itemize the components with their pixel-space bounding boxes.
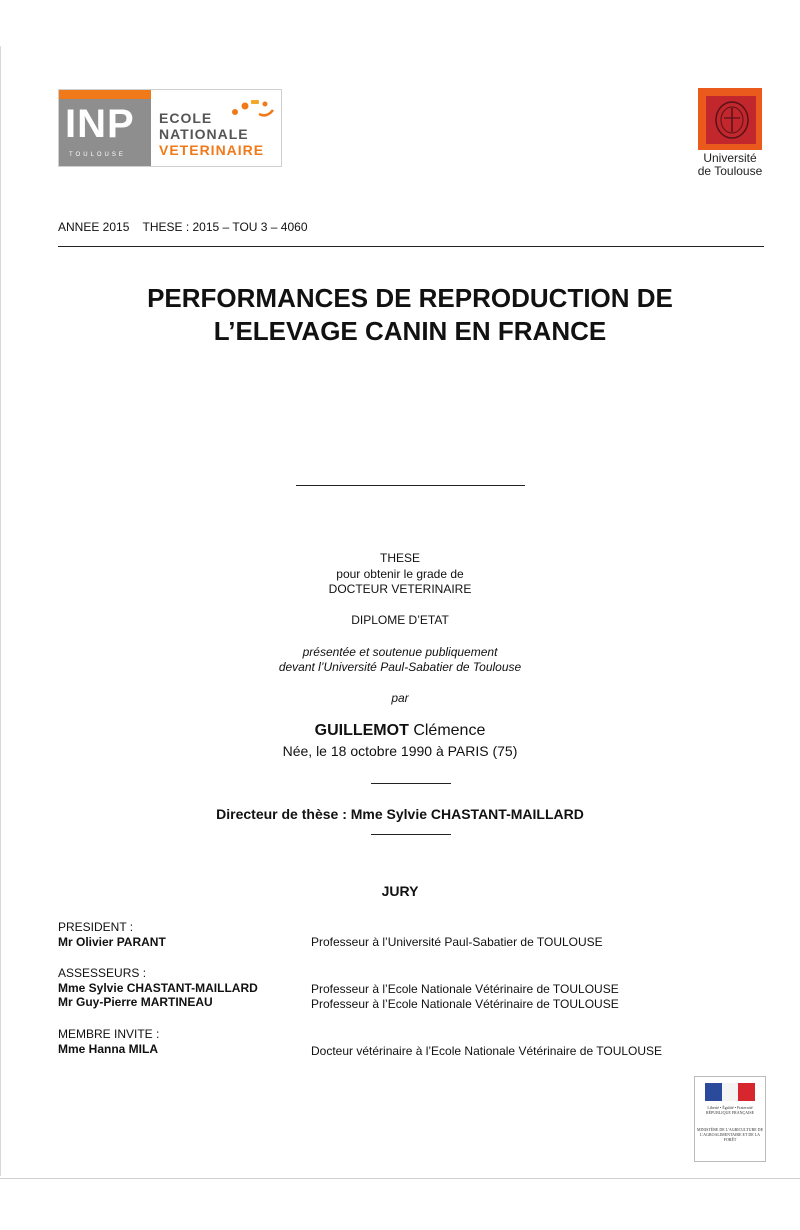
page-bottom-edge — [0, 1178, 800, 1179]
jury-assessor1-name: Mme Sylvie CHASTANT-MAILLARD — [58, 981, 258, 995]
director-separator-rule — [371, 834, 451, 835]
header-rule — [58, 246, 764, 247]
author-birth: Née, le 18 octobre 1990 à PARIS (75) — [282, 743, 518, 759]
degree-these: THESE — [379, 551, 420, 565]
school-name-line2: NATIONALE — [159, 126, 249, 142]
inp-logo-block — [59, 90, 151, 166]
thesis-year: ANNEE 2015 — [58, 220, 130, 234]
author-name — [0, 722, 800, 740]
ut-logo-line2: de Toulouse — [697, 164, 763, 178]
jury-heading: JURY — [381, 883, 419, 899]
thesis-title-line1: PERFORMANCES DE REPRODUCTION DE — [147, 283, 673, 313]
flag-white-band — [722, 1083, 738, 1101]
degree-presentee: présentée et soutenue publiquement — [302, 645, 498, 659]
author-separator-rule — [371, 783, 451, 784]
ministere-agriculture-logo — [694, 1076, 766, 1162]
jury-invited-name: Mme Hanna MILA — [58, 1042, 159, 1056]
inp-logo-letters: INP — [65, 102, 135, 146]
flag-blue-band — [705, 1083, 722, 1101]
degree-docteur-veterinaire: DOCTEUR VETERINAIRE — [328, 582, 472, 596]
degree-par: par — [391, 691, 409, 705]
jury-invited-role: Docteur vétérinaire à l’Ecole Nationale Vétérinaire de TOULOUSE — [311, 1044, 663, 1058]
marianne-flag-icon — [705, 1083, 755, 1101]
jury-assessor2-role: Professeur à l’Ecole Nationale Vétérinaire de TOULOUSE — [311, 997, 619, 1011]
thesis-header-line — [58, 220, 308, 234]
page-left-border — [0, 46, 1, 1176]
jury-president-role: Professeur à l’Université Paul-Sabatier de TOULOUSE — [311, 935, 603, 949]
degree-diplome-etat: DIPLOME D’ETAT — [351, 613, 449, 627]
inp-env-logo — [58, 89, 282, 167]
ut-seal-icon — [714, 100, 750, 140]
author-firstname: Clémence — [413, 722, 486, 739]
title-separator-rule — [296, 485, 525, 486]
jury-assessor1-role: Professeur à l’Ecole Nationale Vétérinaire de TOULOUSE — [311, 982, 619, 996]
universite-toulouse-logo — [694, 86, 766, 188]
flag-red-band — [738, 1083, 755, 1101]
author-surname: GUILLEMOT — [314, 722, 409, 739]
thesis-director: Directeur de thèse : Mme Sylvie CHASTANT-MAILLARD — [216, 806, 584, 822]
jury-assessors-label: ASSESSEURS : — [58, 966, 147, 980]
jury-president-label: PRESIDENT : — [58, 920, 134, 934]
school-name-line1: ECOLE — [159, 110, 213, 126]
inp-logo-subtitle: TOULOUSE — [69, 152, 126, 158]
ministry-motto: Liberté • Égalité • Fraternité RÉPUBLIQUE FRANÇAISE — [705, 1105, 755, 1115]
thesis-reference: THESE : 2015 – TOU 3 – 4060 — [142, 220, 308, 234]
ut-logo-line1: Université — [703, 151, 757, 165]
thesis-title-line2: L’ELEVAGE CANIN EN FRANCE — [213, 316, 607, 346]
ministry-name: MINISTÈRE DE L'AGRICULTURE DE L'AGROALIMENTAIRE ET DE LA FORÊT — [697, 1127, 764, 1142]
school-name-line3: VETERINAIRE — [159, 142, 265, 158]
degree-pour-obtenir: pour obtenir le grade de — [336, 567, 464, 581]
inp-logo-stripe — [59, 90, 151, 99]
degree-devant-universite: devant l’Université Paul-Sabatier de Toulouse — [278, 660, 522, 674]
jury-invited-label: MEMBRE INVITE : — [58, 1027, 160, 1041]
jury-president-name: Mr Olivier PARANT — [58, 935, 166, 949]
inp-logo-swirl-icon — [229, 96, 277, 120]
jury-assessor2-name: Mr Guy-Pierre MARTINEAU — [58, 995, 213, 1009]
